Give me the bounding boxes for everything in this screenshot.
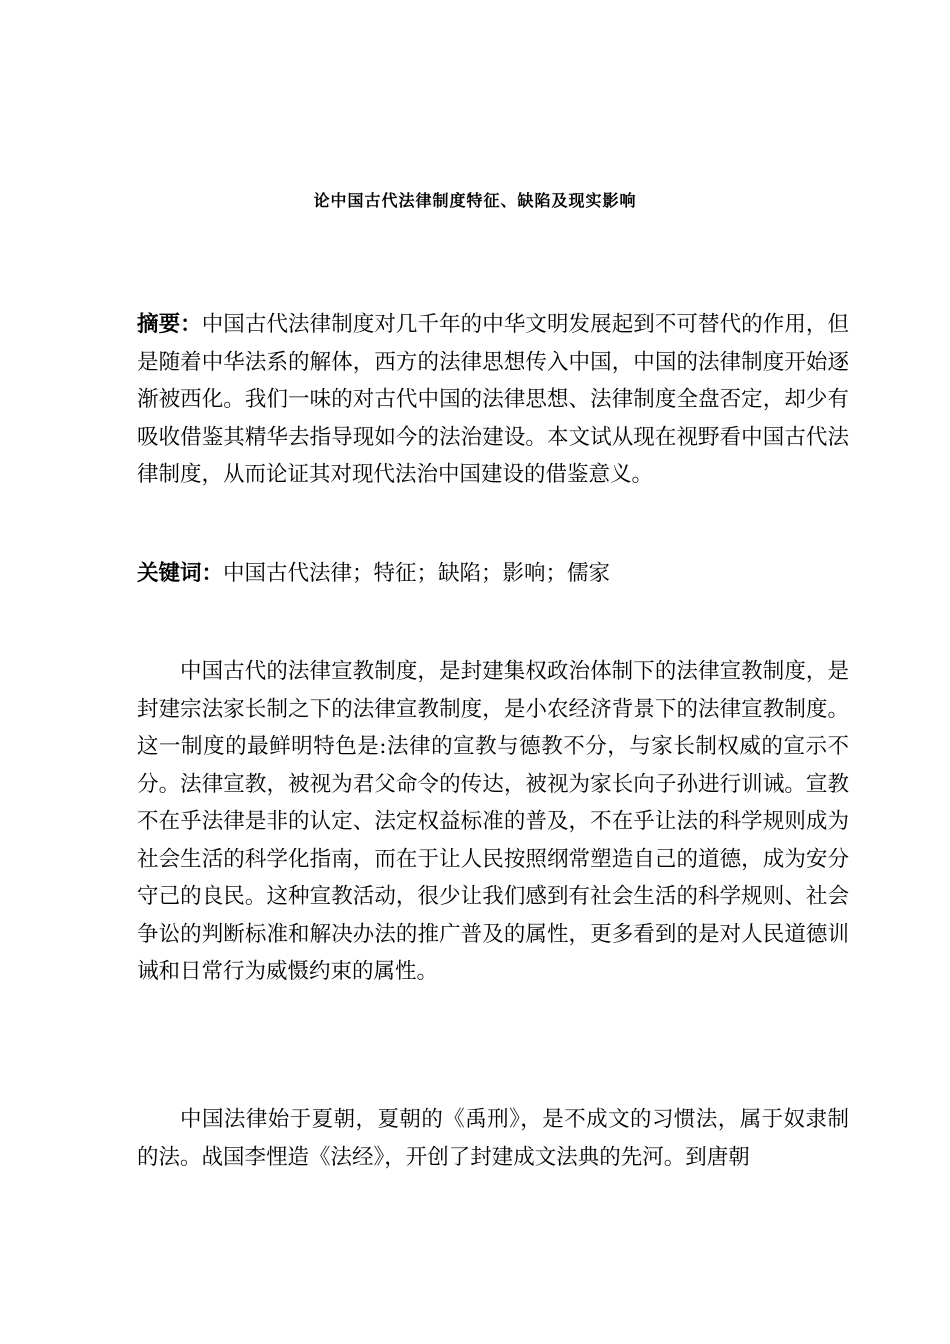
abstract-label: 摘要： <box>137 312 202 337</box>
abstract-text: 中国古代法律制度对几千年的中华文明发展起到不可替代的作用，但是随着中华法系的解体，西方的法律思想传入中国，中国的法律制度开始逐渐被西化。我们一味的对古代中国的法律思想、法律制度全盘否定，却少有吸收借鉴其精华去指导现如今的法治建设。本文试从现在视野看中国古代法律制度，从而论证其对现代法治中国建设的借鉴意义。 <box>137 312 849 487</box>
keywords-text: 中国古代法律；特征；缺陷；影响；儒家 <box>223 561 611 586</box>
abstract-paragraph <box>137 306 849 494</box>
body-paragraph: 中国法律始于夏朝，夏朝的《禹刑》，是不成文的习惯法，属于奴隶制的法。战国李悝造《法经》，开创了封建成文法典的先河。到唐朝 <box>137 1107 849 1170</box>
keywords-label: 关键词： <box>137 561 224 586</box>
abstract-section <box>137 306 849 494</box>
body-paragraph: 中国古代的法律宣教制度，是封建集权政治体制下的法律宣教制度，是封建宗法家长制之下的法律宣教制度，是小农经济背景下的法律宣教制度。这一制度的最鲜明特色是:法律的宣教与德教不分，与家长制权威的宣示不分。法律宣教，被视为君父命令的传达，被视为家长向子孙进行训诫。宣教不在乎法律是非的认定、法定权益标准的普及，不在乎让法的科学规则成为社会生活的科学化指南，而在于让人民按照纲常塑造自己的道德，成为安分守己的良民。这种宣教活动，很少让我们感到有社会生活的科学规则、社会争讼的判断标准和解决办法的推广普及的属性，更多看到的是对人民道德训诫和日常行为威慑约束的属性。 <box>137 659 849 984</box>
keywords-line <box>137 555 849 593</box>
body-paragraph-2-container <box>137 1101 849 1176</box>
body-paragraph-1-container <box>137 653 849 991</box>
document-title: 论中国古代法律制度特征、缺陷及现实影响 <box>313 191 637 210</box>
keywords-section <box>137 555 849 593</box>
